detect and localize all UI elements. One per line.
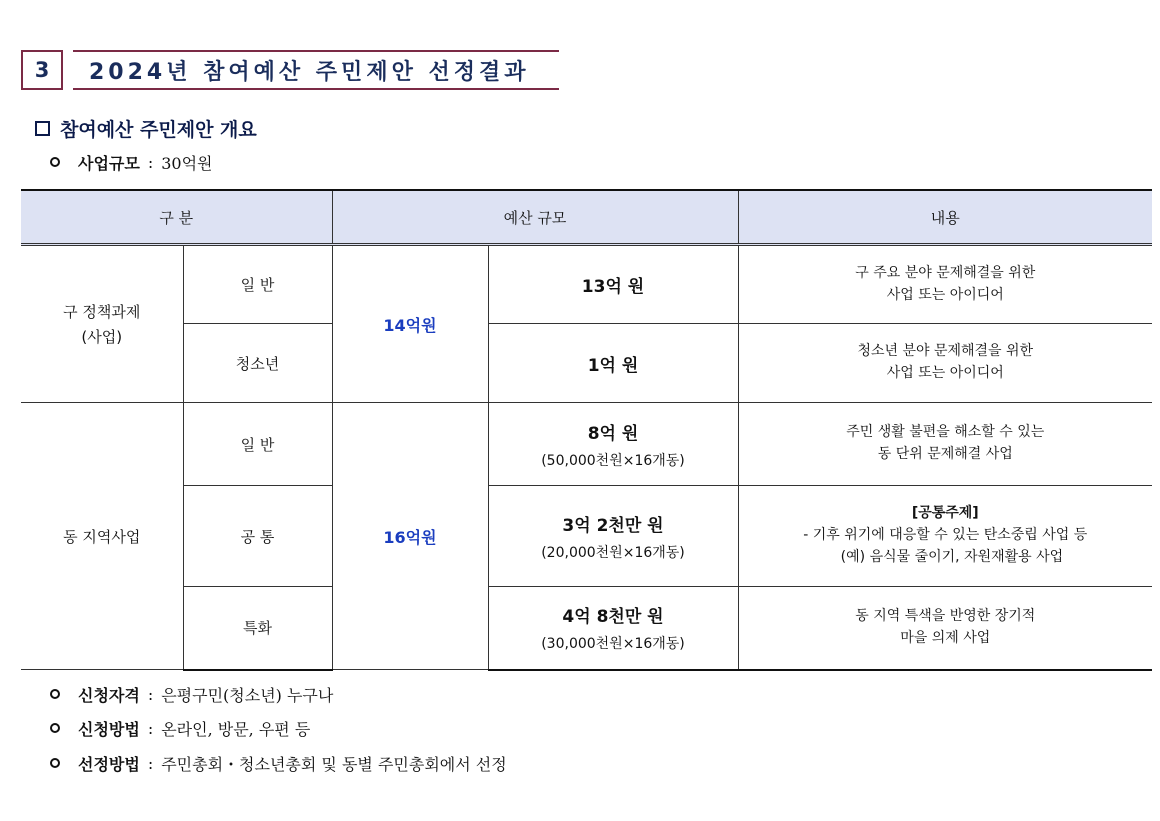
- bullet-label: 신청방법: [78, 719, 140, 739]
- amount-cell: 4억 8천만 원 (30,000천원×16개동): [488, 587, 738, 670]
- amount-cell: 3억 2천만 원 (20,000천원×16개동): [488, 486, 738, 587]
- section-heading-text: 참여예산 주민제안 개요: [60, 118, 257, 141]
- bullet-label: 신청자격: [78, 685, 140, 705]
- table-row: [21, 245, 1152, 324]
- content-cell: 주민 생활 불편을 해소할 수 있는 동 단위 문제해결 사업: [738, 403, 1152, 486]
- section-heading: [35, 115, 257, 141]
- title-text: 2024년 참여예산 주민제안 선정결과: [73, 50, 559, 90]
- table-row: [21, 587, 1152, 670]
- table-row: [21, 403, 1152, 486]
- content-cell: 동 지역 특색을 반영한 장기적 마을 의제 사업: [738, 587, 1152, 670]
- header-budget: 예산 규모: [332, 190, 738, 245]
- circle-bullet-icon: [50, 157, 60, 167]
- table-row: [21, 324, 1152, 403]
- group-name: 구 정책과제 (사업): [21, 245, 183, 403]
- bullet-value: 주민총회・청소년총회 및 동별 주민총회에서 선정: [161, 754, 507, 774]
- sub-category: 청소년: [183, 324, 332, 403]
- sub-category: 일 반: [183, 403, 332, 486]
- group-total: 14억원: [332, 245, 488, 403]
- header-content: 내용: [738, 190, 1152, 245]
- circle-bullet-icon: [50, 723, 60, 733]
- bullet-label: 선정방법: [78, 754, 140, 774]
- bullet-selection: 선정방법 : 주민총회・청소년총회 및 동별 주민총회에서 선정: [50, 751, 507, 775]
- amount-cell: 1억 원: [488, 324, 738, 403]
- sub-category: 공 통: [183, 486, 332, 587]
- amount-cell: 8억 원 (50,000천원×16개동): [488, 403, 738, 486]
- bullet-method: 신청방법 : 온라인, 방문, 우편 등: [50, 716, 310, 740]
- table-row: [21, 486, 1152, 587]
- scale-value: 30억원: [161, 153, 213, 173]
- content-cell: 청소년 분야 문제해결을 위한 사업 또는 아이디어: [738, 324, 1152, 403]
- bullet-value: 온라인, 방문, 우편 등: [161, 719, 311, 739]
- title-number: 3: [21, 50, 63, 90]
- group-name: 동 지역사업: [21, 403, 183, 670]
- circle-bullet-icon: [50, 689, 60, 699]
- header-category: 구 분: [21, 190, 332, 245]
- document-title: [21, 50, 561, 94]
- scale-label: 사업규모: [78, 153, 140, 173]
- sub-category: 일 반: [183, 245, 332, 324]
- sub-category: 특화: [183, 587, 332, 670]
- budget-table: [21, 189, 1152, 671]
- group-total: 16억원: [332, 403, 488, 670]
- circle-bullet-icon: [50, 758, 60, 768]
- bullet-eligibility: 신청자격 : 은평구민(청소년) 누구나: [50, 682, 333, 706]
- square-bullet-icon: [35, 121, 50, 136]
- content-cell: [공통주제] - 기후 위기에 대응할 수 있는 탄소중립 사업 등 (예) 음식물 줄이기, 자원재활용 사업: [738, 486, 1152, 587]
- bullet-value: 은평구민(청소년) 누구나: [161, 685, 334, 705]
- scale-line: 사업규모 : 30억원: [50, 150, 213, 174]
- amount-cell: 13억 원: [488, 245, 738, 324]
- content-cell: 구 주요 분야 문제해결을 위한 사업 또는 아이디어: [738, 245, 1152, 324]
- table-header-row: [21, 190, 1152, 245]
